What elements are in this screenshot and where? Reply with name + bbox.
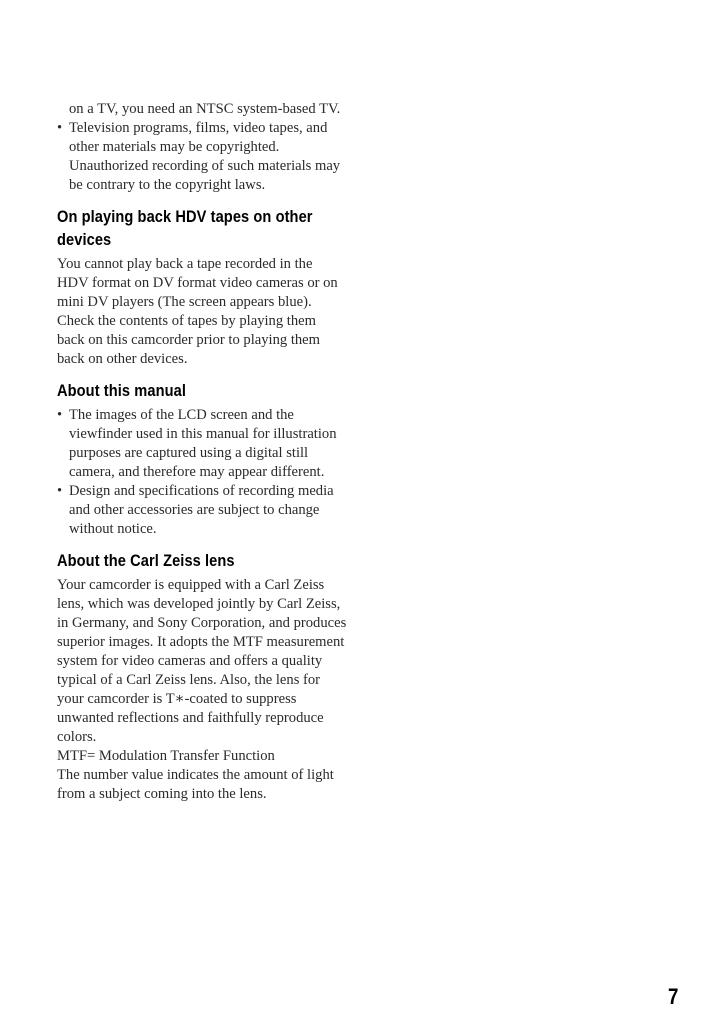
manual-notes-list <box>57 406 347 539</box>
paragraph: MTF= Modulation Transfer Function <box>57 748 275 764</box>
section-heading-hdv-playback: On playing back HDV tapes on other devices <box>57 207 313 249</box>
content-column <box>57 100 347 804</box>
list-item: • Design and specifications of recording media and other accessories are subject to change without notice. <box>57 482 347 539</box>
paragraph: Your camcorder is equipped with a Carl Zeiss lens, which was developed jointly by Carl Zeiss, in Germany, and Sony Corporation, and produces superior images. It adopts the MTF measurement system for video cameras and offers a quality typical of a Carl Zeiss lens. Also, the lens for your camcorder is T∗-coated to suppress unwanted reflections and faithfully reproduce colors. <box>57 577 347 745</box>
intro-list <box>57 119 347 195</box>
list-item: on a TV, you need an NTSC system-based TV. <box>69 101 341 117</box>
section-heading-carl-zeiss-lens: About the Carl Zeiss lens <box>57 551 235 570</box>
list-item: • The images of the LCD screen and the viewfinder used in this manual for illustration purposes are captured using a digital still camera, and therefore may appear different. <box>57 406 347 482</box>
list-item: • Television programs, films, video tapes, and other materials may be copyrighted. Unauthorized recording of such materials may be contrary to the copyright laws. <box>57 119 347 195</box>
section-heading-about-manual: About this manual <box>57 381 186 400</box>
paragraph: The number value indicates the amount of light from a subject coming into the lens. <box>57 767 334 802</box>
page-number: 7 <box>668 984 679 1009</box>
intro-continued-list <box>57 100 347 119</box>
paragraph: You cannot play back a tape recorded in the HDV format on DV format video cameras or on mini DV players (The screen appears blue). <box>57 256 338 310</box>
paragraph: Check the contents of tapes by playing them back on this camcorder prior to playing them back on other devices. <box>57 313 321 367</box>
